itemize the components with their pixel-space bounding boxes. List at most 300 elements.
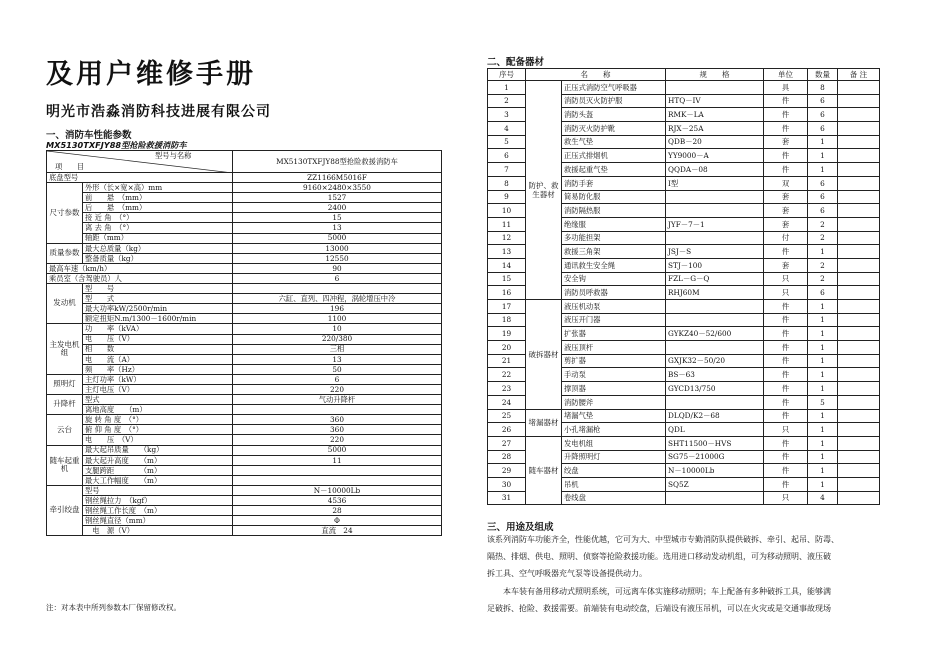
item-name: 吊机 [562,477,666,491]
param-value [233,465,442,475]
paragraph-line: 该系列消防车功能齐全，性能优越，它可为大、中型城市专勤消防队提供破拆、牵引、起吊、防毒、 [487,535,839,544]
table-row [47,344,442,354]
param-value: 2400 [233,203,442,213]
vehicle-model-label: MX5130TXFJY88型抢险救援消防车 [46,140,187,150]
item-unit: 件 [764,327,808,341]
param-label: 最大总质量（kg） [83,243,233,253]
table-row [47,324,442,334]
item-unit: 件 [764,122,808,136]
param-label: 额定扭矩N.m/1300－1600r/min [83,314,233,324]
equipment-category: 破拆器材 [526,300,562,410]
param-group: 牵引绞盘 [47,485,83,535]
item-unit: 套 [764,258,808,272]
param-value: 6 [233,273,442,283]
item-name: 剪扩器 [562,354,666,368]
param-group: 尺寸参数 [47,183,83,244]
table-row [47,455,442,465]
item-note [838,436,880,450]
param-value [233,475,442,485]
param-value: 11 [233,455,442,465]
item-unit: 双 [764,176,808,190]
param-label: 型式 [83,395,233,405]
param-value: 9160×2480×3550 [233,183,442,193]
table-row [47,183,442,193]
param-label: 型号 [83,485,233,495]
item-note [838,286,880,300]
item-note [838,409,880,423]
table-row [47,314,442,324]
column-header: 单位 [764,69,808,81]
param-group: 照明灯 [47,374,83,394]
param-label: 最大功率kW/2500r/min [83,304,233,314]
param-label: 整备质量（kg） [83,253,233,263]
item-spec: HTQ－IV [666,94,764,108]
item-spec: RHJ60M [666,286,764,300]
param-label: 乘员室（含驾驶员）人 [47,273,233,283]
item-quantity: 6 [808,122,838,136]
item-quantity: 1 [808,464,838,478]
item-unit: 只 [764,423,808,437]
param-label: 主灯电压（V） [83,384,233,394]
item-quantity: 1 [808,354,838,368]
company-name: 明光市浩淼消防科技进展有限公司 [46,104,271,120]
param-value [233,284,442,294]
param-value: 13000 [233,243,442,253]
param-value: 10 [233,324,442,334]
table-row [47,364,442,374]
table-row [47,475,442,485]
param-value: 1100 [233,314,442,324]
item-name: 发电机组 [562,436,666,450]
param-label: 最大工作幅度 （m） [83,475,233,485]
column-header: 名 称 [526,69,666,81]
param-label: 接 近 角 （°） [83,213,233,223]
item-note [838,368,880,382]
item-number: 12 [488,231,526,245]
table-row [47,284,442,294]
table-row [47,435,442,445]
item-quantity: 1 [808,409,838,423]
item-unit: 件 [764,395,808,409]
item-quantity: 6 [808,286,838,300]
item-quantity: 1 [808,382,838,396]
param-label: 功 率（kVA） [83,324,233,334]
item-unit: 件 [764,163,808,177]
item-number: 25 [488,409,526,423]
item-spec: SQ5Z [666,477,764,491]
param-value: 196 [233,304,442,314]
item-number: 1 [488,81,526,95]
column-header: 备 注 [838,69,880,81]
item-name: 堵漏气垫 [562,409,666,423]
table-row [47,243,442,253]
item-note [838,108,880,122]
paragraph-line: 本车装有备用移动式照明系统，可远离车体实施移动照明；车上配备有多种破拆工具，能够满 [487,587,831,596]
param-label: 后 悬 （mm） [83,203,233,213]
param-label: 电 压 （V） [83,435,233,445]
item-quantity: 6 [808,108,838,122]
item-note [838,327,880,341]
item-number: 22 [488,368,526,382]
item-quantity: 1 [808,135,838,149]
item-unit: 只 [764,286,808,300]
param-label: 最大起升高度 （m） [83,455,233,465]
item-spec [666,81,764,95]
item-number: 18 [488,313,526,327]
item-number: 24 [488,395,526,409]
item-name: 消防头盔 [562,108,666,122]
item-note [838,491,880,505]
item-quantity: 1 [808,300,838,314]
item-unit: 件 [764,149,808,163]
item-unit: 只 [764,272,808,286]
item-quantity: 2 [808,217,838,231]
section-heading-usage: 三、用途及组成 [487,522,554,533]
item-unit: 件 [764,477,808,491]
table-row [47,263,442,273]
equipment-category: 防护、救生器材 [526,81,562,300]
item-note [838,217,880,231]
item-unit: 件 [764,313,808,327]
item-unit: 付 [764,231,808,245]
param-value: 13 [233,354,442,364]
param-label: 钢丝绳拉力 （kgf） [83,496,233,506]
item-spec: N－10000Lb [666,464,764,478]
header-top-label: 型号与名称 [155,151,192,160]
item-quantity: 1 [808,149,838,163]
item-unit: 件 [764,409,808,423]
item-spec: I型 [666,176,764,190]
table-row [47,445,442,455]
param-label: 电 压（V） [83,334,233,344]
item-note [838,341,880,355]
item-spec: JSJ－S [666,245,764,259]
item-spec: GYCD13/750 [666,382,764,396]
item-number: 16 [488,286,526,300]
item-unit: 件 [764,300,808,314]
paragraph-line: 足破拆、抢险、救援需要。前端装有电动绞盘，后端设有液压吊机，可以在火灾或是交通事故现场 [487,604,831,613]
param-value: 13 [233,223,442,233]
item-quantity: 1 [808,327,838,341]
item-spec [666,231,764,245]
param-group: 云台 [47,415,83,445]
param-value [233,405,442,415]
item-spec: FZL－G－Q [666,272,764,286]
param-value: 5000 [233,445,442,455]
item-note [838,81,880,95]
table-row [47,334,442,344]
item-spec: RJX－25A [666,122,764,136]
table-row [47,273,442,283]
param-value: 六缸、直列、四冲程，涡轮增压中冷 [233,294,442,304]
item-number: 31 [488,491,526,505]
table-row [47,193,442,203]
item-quantity: 5 [808,395,838,409]
table-row [47,223,442,233]
usage-paragraph-1 [487,531,883,582]
item-name: 正压式消防空气呼吸器 [562,81,666,95]
item-unit: 件 [764,450,808,464]
table-row [47,233,442,243]
equipment-table [487,68,880,505]
item-name: 通讯救生安全绳 [562,258,666,272]
table-row [47,374,442,384]
table-row [47,506,442,516]
item-note [838,231,880,245]
item-unit: 件 [764,368,808,382]
item-spec: SG75－21000G [666,450,764,464]
item-spec: JYF－7－1 [666,217,764,231]
table-row [47,294,442,304]
table-row [47,496,442,506]
item-number: 20 [488,341,526,355]
param-group: 主发电机组 [47,324,83,374]
param-value: 360 [233,425,442,435]
item-number: 13 [488,245,526,259]
item-number: 23 [488,382,526,396]
item-note [838,423,880,437]
param-label: 电 源（V） [83,526,233,536]
item-quantity: 1 [808,313,838,327]
column-header: 序号 [488,69,526,81]
item-number: 11 [488,217,526,231]
item-note [838,149,880,163]
param-label: 离地高度 （m） [83,405,233,415]
item-number: 17 [488,300,526,314]
item-spec [666,300,764,314]
header-bottom-label: 项 目 [55,162,85,171]
item-note [838,464,880,478]
item-unit: 件 [764,354,808,368]
param-group: 质量参数 [47,243,83,263]
table-row [47,304,442,314]
param-value: 三相 [233,344,442,354]
param-label: 主灯功率（kW） [83,374,233,384]
item-spec [666,313,764,327]
item-name: 消防隔热服 [562,204,666,218]
column-header: 数量 [808,69,838,81]
param-label: 支腿跨距 （m） [83,465,233,475]
item-quantity: 1 [808,341,838,355]
item-spec: GXJK32－50/20 [666,354,764,368]
item-name: 正压式排烟机 [562,149,666,163]
item-number: 3 [488,108,526,122]
item-number: 4 [488,122,526,136]
item-spec: BS－63 [666,368,764,382]
param-value: N－10000Lb [233,485,442,495]
item-unit: 件 [764,94,808,108]
item-name: 升降照明灯 [562,450,666,464]
item-unit: 套 [764,217,808,231]
item-name: 消防手套 [562,176,666,190]
item-quantity: 6 [808,94,838,108]
table-row [47,253,442,263]
item-number: 28 [488,450,526,464]
param-value: 12550 [233,253,442,263]
item-quantity: 1 [808,245,838,259]
table-row [47,354,442,364]
table-row [47,173,442,183]
item-note [838,190,880,204]
item-name: 液压开门器 [562,313,666,327]
item-spec: YY9000－A [666,149,764,163]
table-row [47,415,442,425]
header-value-cell: MX5130TXFJY88型抢险救援消防车 [233,151,442,173]
item-unit: 具 [764,81,808,95]
item-name: 多功能担架 [562,231,666,245]
item-name: 救生气垫 [562,135,666,149]
param-label: 前 悬 （mm） [83,193,233,203]
equipment-category: 堵漏器材 [526,409,562,436]
item-number: 10 [488,204,526,218]
item-unit: 件 [764,464,808,478]
param-label: 俯 仰 角 度 （°） [83,425,233,435]
param-value: 28 [233,506,442,516]
item-note [838,122,880,136]
item-name: 安全钩 [562,272,666,286]
item-note [838,272,880,286]
param-group: 发动机 [47,284,83,324]
item-spec: QDL [666,423,764,437]
item-spec: GYKZ40－52/600 [666,327,764,341]
item-note [838,245,880,259]
param-label: 旋 转 角 度 （°） [83,415,233,425]
param-label: 钢丝绳工作长度 （m） [83,506,233,516]
item-number: 29 [488,464,526,478]
item-number: 21 [488,354,526,368]
item-unit: 套 [764,204,808,218]
item-name: 液压机动泵 [562,300,666,314]
table-row [488,81,880,95]
param-value: 6 [233,374,442,384]
item-quantity: 2 [808,258,838,272]
table-row [488,300,880,314]
item-note [838,382,880,396]
param-value: 15 [233,213,442,223]
item-number: 19 [488,327,526,341]
item-spec: QQDA－08 [666,163,764,177]
param-label: 外形（长×宽×高）mm [83,183,233,193]
item-quantity: 8 [808,81,838,95]
item-number: 2 [488,94,526,108]
table-row [47,395,442,405]
item-note [838,258,880,272]
param-value: 50 [233,364,442,374]
item-quantity: 2 [808,272,838,286]
param-label: 型 式 [83,294,233,304]
table-row [47,425,442,435]
item-unit: 件 [764,341,808,355]
item-name: 撑顶器 [562,382,666,396]
item-name: 消防员呼救器 [562,286,666,300]
section-heading-equipment: 二、配备器材 [487,57,545,68]
document-title: 及用户维修手册 [46,59,256,90]
item-number: 9 [488,190,526,204]
item-name: 救援起重气垫 [562,163,666,177]
item-unit: 件 [764,108,808,122]
item-spec [666,341,764,355]
param-value: ZZ1166M5016F [233,173,442,183]
item-name: 小孔堵漏枪 [562,423,666,437]
performance-parameter-table [46,150,442,536]
item-number: 5 [488,135,526,149]
item-name: 消防员灭火防护服 [562,94,666,108]
param-value: 1527 [233,193,442,203]
item-number: 30 [488,477,526,491]
item-note [838,204,880,218]
item-name: 消防灭火防护靴 [562,122,666,136]
table-row [47,203,442,213]
item-spec: STJ－100 [666,258,764,272]
param-group: 升降杆 [47,395,83,415]
item-quantity: 6 [808,190,838,204]
table-row [47,384,442,394]
param-label: 轴距（mm） [83,233,233,243]
param-value: Φ [233,516,442,526]
param-value: 220 [233,384,442,394]
item-note [838,135,880,149]
item-note [838,395,880,409]
usage-paragraph-2 [487,583,883,617]
param-label: 频 率（Hz） [83,364,233,374]
item-spec [666,190,764,204]
param-value: 220 [233,435,442,445]
item-unit: 套 [764,135,808,149]
item-note [838,477,880,491]
param-label: 型 号 [83,284,233,294]
param-label: 最大起吊质量 （kg） [83,445,233,455]
item-name: 消防腰斧 [562,395,666,409]
item-name: 扩张器 [562,327,666,341]
item-number: 15 [488,272,526,286]
item-note [838,313,880,327]
item-unit: 件 [764,382,808,396]
table-row [488,409,880,423]
item-unit: 件 [764,245,808,259]
item-spec [666,491,764,505]
item-name: 绞盘 [562,464,666,478]
item-note [838,163,880,177]
section-heading-performance: 一、消防车性能参数 [46,130,132,141]
param-group: 随车起重机 [47,445,83,485]
item-quantity: 1 [808,477,838,491]
item-number: 8 [488,176,526,190]
table-row [47,526,442,536]
table-row [488,436,880,450]
item-name: 液压顶杆 [562,341,666,355]
item-note [838,450,880,464]
param-label: 底盘型号 [47,173,233,183]
table-header-diagonal-cell [47,151,233,173]
item-note [838,94,880,108]
item-name: 绝缘服 [562,217,666,231]
param-label: 相 数 [83,344,233,354]
item-spec: SHT11500－HVS [666,436,764,450]
param-label: 离 去 角 （°） [83,223,233,233]
column-header: 规 格 [666,69,764,81]
table-row [47,405,442,415]
param-value: 90 [233,263,442,273]
item-note [838,300,880,314]
item-name: 简易防化服 [562,190,666,204]
item-unit: 只 [764,491,808,505]
param-value: 气动升降杆 [233,395,442,405]
item-quantity: 2 [808,231,838,245]
item-name: 救援三角架 [562,245,666,259]
param-label: 最高车速（km/h） [47,263,233,273]
item-quantity: 6 [808,204,838,218]
param-value: 220/380 [233,334,442,344]
